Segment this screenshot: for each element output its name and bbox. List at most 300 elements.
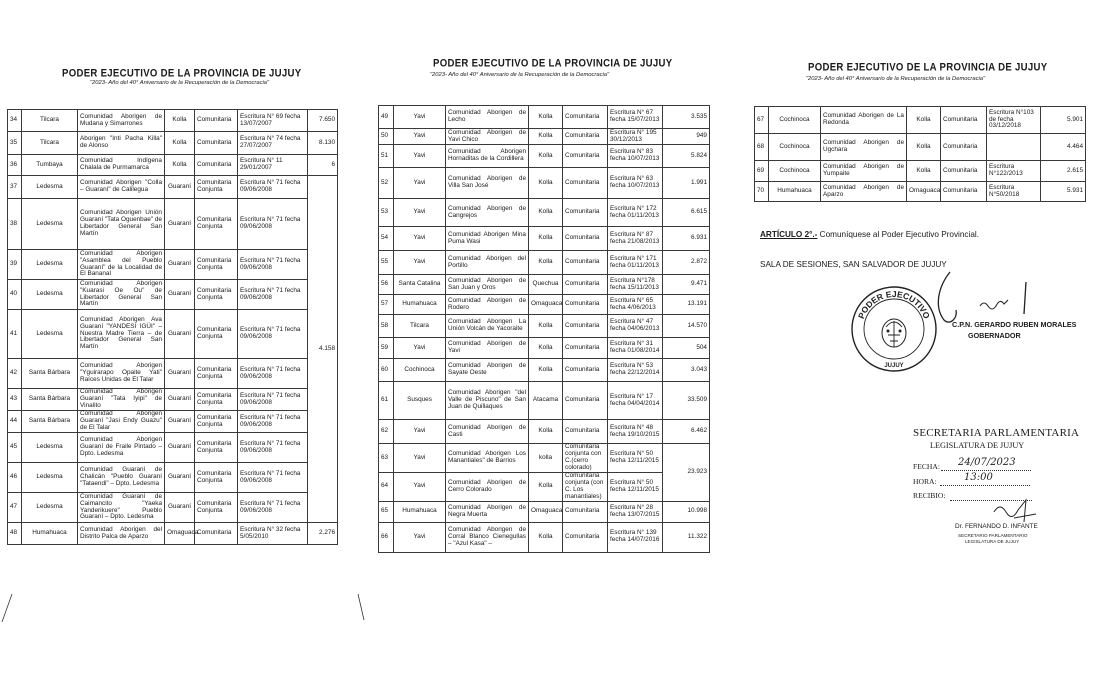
title-type: Comunitaria (195, 132, 238, 155)
table-row (8, 359, 338, 389)
title-type: Comunitaria Conjunta (195, 433, 238, 463)
row-number: 49 (379, 106, 394, 129)
margin-mark-icon (356, 592, 366, 622)
community-name: Comunidad Aborigen "Yguirarapo Opaite Yati" Raíces Unidas de El Talar (78, 359, 165, 389)
community-name: Comunidad Aborigen del Portillo (446, 251, 529, 275)
community-name: Comunidad Aborigen La Unión Volcán de Yacoraite (446, 315, 529, 338)
table-row (8, 411, 338, 433)
ethnicity: Kolla (529, 473, 563, 502)
locality: Santa Catalina (394, 275, 446, 295)
title-type: Comunitaria Conjunta (195, 389, 238, 411)
deed: Escritura N° 71 fecha 09/06/2008 (238, 250, 308, 280)
community-name: Comunidad Aborigen "Colla – Guaraní" de Calilegua (78, 176, 165, 199)
row-number: 61 (379, 382, 394, 420)
ethnicity: Kolla (529, 251, 563, 275)
table-row (8, 433, 338, 463)
deed: Escritura N° 172 fecha 01/11/2013 (608, 199, 663, 227)
page-title: PODER EJECUTIVO DE LA PROVINCIA DE JUJUY (808, 61, 1048, 74)
ethnicity: Kolla (529, 129, 563, 145)
ethnicity: Omaguaca (529, 501, 563, 522)
table-row (379, 382, 710, 420)
table-row (8, 250, 338, 280)
stamp-hora-line (940, 485, 1030, 486)
row-number: 50 (379, 129, 394, 145)
title-type: Comunitaria (563, 522, 608, 552)
ethnicity: Omaguaca (907, 182, 941, 202)
hectares: 2.872 (663, 251, 710, 275)
locality: Ledesma (22, 463, 78, 493)
locality: Ledesma (22, 433, 78, 463)
community-name: Comunidad Guaraní de Caimancito "Yaeka Yanderikuere" Pueblo Guaraní – Dpto. Ledesma (78, 493, 165, 523)
community-name: Comunidad Aborigen de Cangrejos (446, 199, 529, 227)
community-name: Comunidad Aborigen "Kuarasi Oe Ou" de Libertador General San Martín (78, 280, 165, 310)
community-name: Comunidad Aborigen Guaraní "Tata Iyipi" de Vinalito (78, 389, 165, 411)
deed: Escritura N° 47 fecha 04/06/2013 (608, 315, 663, 338)
table-row (379, 199, 710, 227)
deed: Escritura N° 53 fecha 22/12/2014 (608, 359, 663, 382)
table-row (379, 338, 710, 359)
title-type: Comunitaria (195, 523, 238, 545)
deed: Escritura N° 17 fecha 04/04/2014 (608, 382, 663, 420)
ethnicity: Kolla (529, 168, 563, 199)
hectares: 6.462 (663, 420, 710, 444)
stamp-fecha-line (941, 470, 1031, 471)
ethnicity: Guaraní (165, 250, 195, 280)
title-type: Comunitaria (563, 227, 608, 251)
row-number: 55 (379, 251, 394, 275)
row-number: 64 (379, 473, 394, 502)
ethnicity: Guaraní (165, 493, 195, 523)
deed: Escritura N° 171 fecha 01/11/2013 (608, 251, 663, 275)
ethnicity: Kolla (165, 132, 195, 155)
row-number: 67 (755, 107, 769, 134)
title-type: Comunitaria Conjunta (195, 463, 238, 493)
title-type: Comunitaria Conjunta (195, 359, 238, 389)
title-type: Comunitaria (563, 382, 608, 420)
row-number: 37 (8, 176, 22, 199)
deed: Escritura N° 71 fecha 09/06/2008 (238, 199, 308, 250)
deed: Escritura N° 50 fecha 12/11/2015 (608, 444, 663, 473)
row-number: 65 (379, 501, 394, 522)
title-type: Comunitaria conjunta con C.(cerro colorado) (563, 444, 608, 473)
deed: Escritura N°178 fecha 15/11/2013 (608, 275, 663, 295)
community-name: Comunidad Aborigen de Lecho (446, 106, 529, 129)
deed: Escritura N°50/2018 (987, 182, 1041, 202)
hectares: 504 (663, 338, 710, 359)
row-number: 52 (379, 168, 394, 199)
deed: Escritura N° 65 fecha 4/06/2013 (608, 295, 663, 315)
title-type: Comunitaria Conjunta (195, 176, 238, 199)
ethnicity: Atacama (529, 382, 563, 420)
hectares: 949 (663, 129, 710, 145)
title-type: Comunitaria (563, 199, 608, 227)
deed: Escritura N° 48 fecha 19/10/2015 (608, 420, 663, 444)
title-type: Comunitaria Conjunta (195, 250, 238, 280)
deed: Escritura N° 71 fecha 09/06/2008 (238, 389, 308, 411)
deed: Escritura N°103 de fecha 03/12/2018 (987, 107, 1041, 134)
deed: Escritura N° 71 fecha 09/06/2008 (238, 280, 308, 310)
community-name: Comunidad Aborigen de Villa San José (446, 168, 529, 199)
title-type: Comunitaria (563, 338, 608, 359)
table-row (755, 107, 1086, 134)
title-type: Comunitaria Conjunta (195, 411, 238, 433)
table-row (379, 522, 710, 552)
title-type: Comunitaria (563, 501, 608, 522)
title-type: Comunitaria (941, 161, 987, 182)
table-row (755, 134, 1086, 161)
ethnicity: Kolla (165, 155, 195, 176)
hectares: 3.043 (663, 359, 710, 382)
locality: Cochinoca (769, 161, 821, 182)
table-row (8, 493, 338, 523)
community-name: Comunidad Aborigen de Negra Muerta (446, 501, 529, 522)
hectares: 11.322 (663, 522, 710, 552)
hectares: 6.931 (663, 227, 710, 251)
ethnicity: Guaraní (165, 463, 195, 493)
table-row (379, 315, 710, 338)
communities-table-3 (754, 106, 1086, 202)
community-name: Comunidad Aborigen de Yavi (446, 338, 529, 359)
title-type: Comunitaria (563, 106, 608, 129)
locality: Ledesma (22, 250, 78, 280)
ethnicity: Guaraní (165, 280, 195, 310)
locality: Tilcara (394, 315, 446, 338)
title-type: Comunitaria (563, 251, 608, 275)
community-name: Comunidad Aborigen de Cerro Colorado (446, 473, 529, 502)
locality: Yavi (394, 444, 446, 473)
row-number: 62 (379, 420, 394, 444)
locality: Yavi (394, 168, 446, 199)
title-type: Comunitaria (563, 315, 608, 338)
page-title: PODER EJECUTIVO DE LA PROVINCIA DE JUJUY (433, 57, 673, 70)
stamp-fecha-value: 24/07/2023 (958, 457, 1016, 468)
ethnicity: Guaraní (165, 176, 195, 199)
ethnicity: Kolla (907, 107, 941, 134)
deed: Escritura N° 71 fecha 09/06/2008 (238, 463, 308, 493)
table-row (379, 359, 710, 382)
community-name: Comunidad Aborigen de Rodero (446, 295, 529, 315)
page-subtitle: "2023- Año del 40° Aniversario de la Recuperación de la Democracia" (430, 72, 610, 78)
community-name: Comunidad Aborigen de Mudana y Simarrones (78, 110, 165, 132)
title-type: Comunitaria (195, 110, 238, 132)
ethnicity: Guaraní (165, 359, 195, 389)
locality: Humahuaca (769, 182, 821, 202)
locality: Ledesma (22, 176, 78, 199)
ethnicity: Kolla (529, 199, 563, 227)
locality: Yavi (394, 129, 446, 145)
ethnicity: Kolla (165, 110, 195, 132)
hectares: 5.901 (1041, 107, 1086, 134)
ethnicity: Guaraní (165, 389, 195, 411)
community-name: Comunidad Aborigen del Distrito Palca de Aparzo (78, 523, 165, 545)
row-number: 43 (8, 389, 22, 411)
title-type: Comunitaria conjunta (con C. Los manantiales) (563, 473, 608, 502)
locality: Yavi (394, 227, 446, 251)
deed: Escritura N° 71 fecha 09/06/2008 (238, 433, 308, 463)
locality: Tilcara (22, 132, 78, 155)
hectares: 4.464 (1041, 134, 1086, 161)
row-number: 53 (379, 199, 394, 227)
table-row (379, 145, 710, 168)
sala-de-sesiones: SALA DE SESIONES, SAN SALVADOR DE JUJUY (760, 260, 947, 269)
locality: Yavi (394, 145, 446, 168)
locality: Santa Bárbara (22, 389, 78, 411)
hectares: 23.923 (663, 444, 710, 502)
table-row (8, 155, 338, 176)
deed: Escritura N° 71 fecha 09/06/2008 (238, 310, 308, 359)
table-row (8, 523, 338, 545)
communities-table-1 (7, 109, 338, 545)
secretary-name: Dr. FERNANDO D. INFANTE (955, 523, 1038, 530)
deed: Escritura N°122/2013 (987, 161, 1041, 182)
community-name: Comunidad Aborigen Ava Guaraní "YANDESI IGÜI" – Nuestra Madre Tierra – de Libertador General San Martín (78, 310, 165, 359)
deed: Escritura N° 71 fecha 09/06/2008 (238, 493, 308, 523)
title-type: Comunitaria (563, 420, 608, 444)
stamp-fecha-label: FECHA: (913, 462, 941, 471)
deed: Escritura N° 67 fecha 15/07/2013 (608, 106, 663, 129)
deed: Escritura N° 31 fecha 01/08/2014 (608, 338, 663, 359)
hectares: 5.931 (1041, 182, 1086, 202)
table-row (379, 106, 710, 129)
deed: Escritura N° 50 fecha 12/11/2015 (608, 473, 663, 502)
stamp-hora-label: HORA: (913, 477, 937, 486)
title-type: Comunitaria (563, 275, 608, 295)
governor-name: C.P.N. GERARDO RUBEN MORALES (952, 320, 1077, 329)
ethnicity: Guaraní (165, 411, 195, 433)
locality: Santa Bárbara (22, 411, 78, 433)
deed: Escritura N° 71 fecha 09/06/2008 (238, 359, 308, 389)
community-name: Comunidad Aborigen Los Manantiales" de Barrios (446, 444, 529, 473)
deed: Escritura N° 71 fecha 09/06/2008 (238, 176, 308, 199)
community-name: Comunidad Aborigen de Aparzo (821, 182, 907, 202)
deed: Escritura N° 195 30/12/2013 (608, 129, 663, 145)
page-subtitle: "2023- Año del 40° Aniversario de la Recuperación de la Democracia" (90, 80, 270, 86)
table-row (8, 132, 338, 155)
community-name: Comunidad Aborigen Hornaditas de la Cordillera (446, 145, 529, 168)
locality: Cochinoca (769, 134, 821, 161)
ethnicity: Kolla (529, 106, 563, 129)
community-name: Comunidad Aborigen de Yavi Chico (446, 129, 529, 145)
row-number: 46 (8, 463, 22, 493)
ethnicity: Guaraní (165, 199, 195, 250)
hectares: 5.824 (663, 145, 710, 168)
page-title: PODER EJECUTIVO DE LA PROVINCIA DE JUJUY (62, 67, 302, 80)
locality: Yavi (394, 199, 446, 227)
deed: Escritura N° 139 fecha 14/07/2016 (608, 522, 663, 552)
title-type: Comunitaria (563, 129, 608, 145)
ethnicity: kolla (529, 444, 563, 473)
community-name: Comunidad Aborigen Guaraní "Jasi Endy Guazu" de El Talar (78, 411, 165, 433)
community-name: Comunidad Aborigen de Yumpaite (821, 161, 907, 182)
hectares: 10.998 (663, 501, 710, 522)
locality: Humahuaca (22, 523, 78, 545)
title-type: Comunitaria (563, 168, 608, 199)
locality: Yavi (394, 251, 446, 275)
seal-text: PODER EJECUTIVO (855, 288, 933, 321)
ethnicity: Kolla (907, 161, 941, 182)
row-number: 44 (8, 411, 22, 433)
title-type: Comunitaria (941, 107, 987, 134)
row-number: 39 (8, 250, 22, 280)
locality: Yavi (394, 338, 446, 359)
stamp-recibio-label: RECIBIO: (913, 491, 946, 500)
table-row (8, 280, 338, 310)
row-number: 48 (8, 523, 22, 545)
title-type: Comunitaria (563, 295, 608, 315)
deed: Escritura N° 32 fecha 5/05/2010 (238, 523, 308, 545)
table-row (8, 199, 338, 250)
ethnicity: Omaguaca (165, 523, 195, 545)
deed: Escritura N° 87 fecha 21/08/2013 (608, 227, 663, 251)
article-2 (760, 230, 979, 239)
row-number: 54 (379, 227, 394, 251)
deed: Escritura N° 28 fecha 13/07/2015 (608, 501, 663, 522)
stamp-hora-value: 13:00 (964, 472, 993, 483)
community-name: Aborigen "Inti Pacha Killa" de Alonso (78, 132, 165, 155)
title-type: Comunitaria Conjunta (195, 310, 238, 359)
table-row (379, 275, 710, 295)
seal-bottom-text: JUJUY (884, 363, 904, 369)
title-type: Comunitaria Conjunta (195, 493, 238, 523)
table-row (379, 444, 710, 473)
table-row (379, 251, 710, 275)
hectares: 14.570 (663, 315, 710, 338)
row-number: 66 (379, 522, 394, 552)
community-name: Comunidad Aborigen de Corral Blanco Cienegullas – "Azul Kasa" – (446, 522, 529, 552)
table-row (8, 176, 338, 199)
community-name: Comunidad Aborigen Guaraní de Fraile Pintado – Dpto. Ledesma (78, 433, 165, 463)
ethnicity: Kolla (907, 134, 941, 161)
ethnicity: Guaraní (165, 310, 195, 359)
secretary-role-2: LEGISLATURA DE JUJUY (965, 539, 1020, 544)
locality: Tilcara (22, 110, 78, 132)
secretary-role-1: SECRETARIO PARLAMENTARIO (958, 533, 1028, 538)
row-number: 36 (8, 155, 22, 176)
locality: Susques (394, 382, 446, 420)
title-type: Comunitaria (941, 134, 987, 161)
locality: Tumbaya (22, 155, 78, 176)
hectares: 33.509 (663, 382, 710, 420)
hectares: 7.650 (308, 110, 338, 132)
hectares: 8.130 (308, 132, 338, 155)
ethnicity: Kolla (529, 359, 563, 382)
ethnicity: Kolla (529, 315, 563, 338)
row-number: 68 (755, 134, 769, 161)
locality: Yavi (394, 106, 446, 129)
locality: Yavi (394, 420, 446, 444)
community-name: Comunidad Aborigen Unión Guaraní "Tata Oguenbae" de Libertador General San Martín (78, 199, 165, 250)
table-row (379, 501, 710, 522)
community-name: Comunidad Guaraní de Chalicán "Pueblo Guaraní "Tataendi" – Dpto. Ledesma (78, 463, 165, 493)
row-number: 63 (379, 444, 394, 473)
deed (987, 134, 1041, 161)
hectares: 9.471 (663, 275, 710, 295)
table-row (379, 295, 710, 315)
hectares: 6 (308, 155, 338, 176)
locality: Ledesma (22, 199, 78, 250)
hectares: 2.615 (1041, 161, 1086, 182)
title-type: Comunitaria (563, 145, 608, 168)
hectares: 13.191 (663, 295, 710, 315)
locality: Ledesma (22, 280, 78, 310)
community-name: Comunidad Aborigen de La Redonda (821, 107, 907, 134)
table-row (8, 389, 338, 411)
governor-role: GOBERNADOR (968, 331, 1021, 340)
row-number: 41 (8, 310, 22, 359)
row-number: 35 (8, 132, 22, 155)
community-name: Comunidad Aborigen Mina Puma Wasi (446, 227, 529, 251)
locality: Yavi (394, 522, 446, 552)
table-row (755, 182, 1086, 202)
hectares: 4.158 (308, 176, 338, 523)
locality: Ledesma (22, 310, 78, 359)
table-row (379, 129, 710, 145)
table-row (379, 473, 710, 502)
row-number: 60 (379, 359, 394, 382)
title-type: Comunitaria (941, 182, 987, 202)
table-row (8, 310, 338, 359)
community-name: Comunidad Aborigen "del Valle de Piscuno" de San Juan de Quillaques (446, 382, 529, 420)
margin-mark-icon (0, 592, 14, 626)
locality: Yavi (394, 473, 446, 502)
deed: Escritura N° 71 fecha 09/06/2008 (238, 411, 308, 433)
row-number: 59 (379, 338, 394, 359)
stamp-title: SECRETARIA PARLAMENTARIA (913, 427, 1080, 439)
locality: Cochinoca (769, 107, 821, 134)
locality: Cochinoca (394, 359, 446, 382)
row-number: 40 (8, 280, 22, 310)
community-name: Comunidad Aborigen "Asamblea del Pueblo Guaraní" de la Localidad de El Bananal (78, 250, 165, 280)
row-number: 70 (755, 182, 769, 202)
locality: Santa Bárbara (22, 359, 78, 389)
community-name: Comunidad Aborigen de Casti (446, 420, 529, 444)
ethnicity: Kolla (529, 420, 563, 444)
deed: Escritura N° 69 fecha 13/07/2007 (238, 110, 308, 132)
ethnicity: Kolla (529, 338, 563, 359)
row-number: 51 (379, 145, 394, 168)
ethnicity: Kolla (529, 227, 563, 251)
community-name: Comunidad Aborigen de Sayate Oeste (446, 359, 529, 382)
row-number: 58 (379, 315, 394, 338)
table-row (8, 110, 338, 132)
ethnicity: Kolla (529, 522, 563, 552)
title-type: Comunitaria (563, 359, 608, 382)
title-type: Comunitaria Conjunta (195, 199, 238, 250)
official-seal-icon (848, 283, 940, 375)
deed: Escritura N° 74 fecha 27/07/2007 (238, 132, 308, 155)
locality: Ledesma (22, 493, 78, 523)
ethnicity: Omaguaca (529, 295, 563, 315)
row-number: 38 (8, 199, 22, 250)
locality: Humahuaca (394, 501, 446, 522)
row-number: 56 (379, 275, 394, 295)
table-row (755, 161, 1086, 182)
community-name: Comunidad Indígena Chalala de Purmamarca (78, 155, 165, 176)
deed: Escritura N° 11 29/01/2007 (238, 155, 308, 176)
table-row (379, 168, 710, 199)
row-number: 69 (755, 161, 769, 182)
title-type: Comunitaria (195, 155, 238, 176)
row-number: 57 (379, 295, 394, 315)
hectares: 6.615 (663, 199, 710, 227)
row-number: 42 (8, 359, 22, 389)
page-subtitle: "2023- Año del 40° Aniversario de la Recuperación de la Democracia" (806, 76, 986, 82)
row-number: 34 (8, 110, 22, 132)
hectares: 2.276 (308, 523, 338, 545)
communities-table-2 (378, 105, 710, 553)
community-name: Comunidad Aborigen de San Juan y Oros (446, 275, 529, 295)
ethnicity: Guaraní (165, 433, 195, 463)
